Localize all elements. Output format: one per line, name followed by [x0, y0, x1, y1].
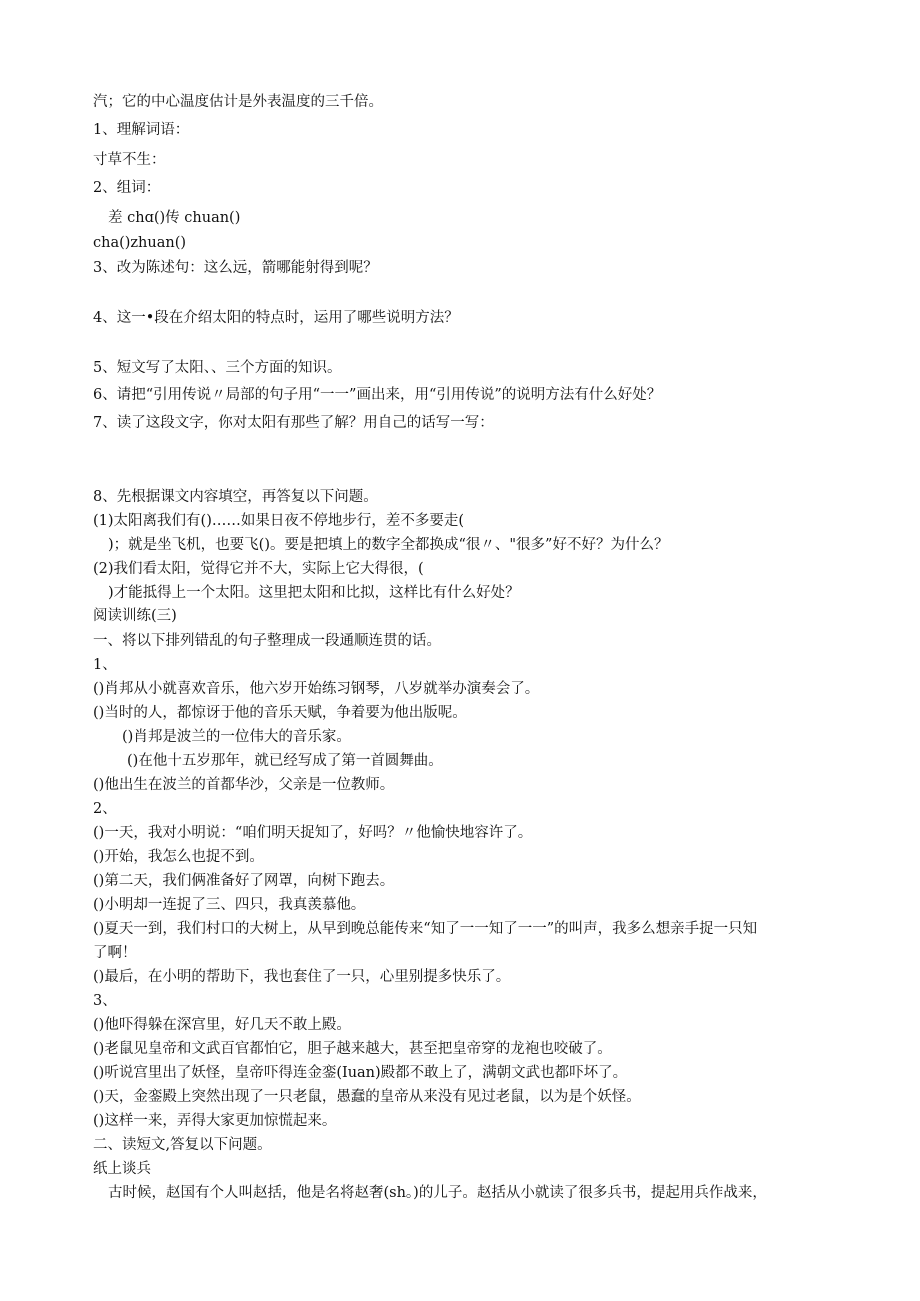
section-title: 阅读训练(三)	[93, 608, 177, 624]
question-4-heading: 4、这一•段在介绍太阳的特点时，运用了哪些说明方法？	[93, 310, 459, 326]
passage-title: 纸上谈兵	[93, 1161, 151, 1177]
text-line: ()天，金銮殿上突然出现了一只老鼠，愚蠢的皇帝从来没有见过老鼠，以为是个妖怪。	[93, 1089, 641, 1105]
question-6-heading: 6、请把“引用传说〃局部的句子用“一一”画出来，用“引用传说”的说明方法有什么好处？	[93, 387, 662, 403]
section-heading: 一、将以下排列错乱的句子整理成一段通顺连贯的话。	[93, 633, 441, 649]
section-heading: 二、读短文,答复以下问题。	[93, 1137, 272, 1153]
text-line: ()他吓得躲在深宫里，好几天不敢上殿。	[93, 1017, 351, 1033]
text-line: ()开始，我怎么也捉不到。	[93, 849, 264, 865]
item-number: 2、	[93, 801, 117, 817]
text-line: ()他出生在波兰的首都华沙，父亲是一位教师。	[93, 777, 395, 793]
question-3-heading: 3、改为陈述句：这么远，箭哪能射得到呢？	[93, 260, 378, 276]
text-line: ()第二天，我们俩准备好了网罩，向树下跑去。	[93, 873, 395, 889]
text-line: 寸草不生：	[93, 152, 166, 168]
text-line: 了啊！	[93, 945, 137, 961]
text-line: cha()zhuan()	[93, 235, 187, 251]
text-line: ()肖邦从小就喜欢音乐，他六岁开始练习钢琴，八岁就举办演奏会了。	[93, 681, 540, 697]
text-line: ()小明却一连捉了三、四只，我真羡慕他。	[93, 897, 366, 913]
question-5-heading: 5、短文写了太阳、、三个方面的知识。	[93, 360, 342, 376]
text-line: ()听说宫里出了妖怪，皇帝吓得连金銮(Iuan)殿都不敢上了，满朝文武也都吓坏了。	[93, 1065, 628, 1081]
text-line: 差 chɑ()传 chuan()	[108, 210, 241, 226]
text-line: (2)我们看太阳，觉得它并不大，实际上它大得很，(	[93, 561, 424, 577]
text-line: ()肖邦是波兰的一位伟大的音乐家。	[122, 729, 351, 745]
text-line: ()当时的人，都惊讶于他的音乐天赋，争着要为他出版呢。	[93, 705, 467, 721]
text-line: ()最后，在小明的帮助下，我也套住了一只，心里别提多快乐了。	[93, 969, 511, 985]
question-7-heading: 7、读了这段文字，你对太阳有那些了解？用自己的话写一写：	[93, 415, 494, 431]
question-8-heading: 8、先根据课文内容填空，再答复以下问题。	[93, 489, 378, 505]
text-line: ()这样一来，弄得大家更加惊慌起来。	[93, 1113, 337, 1129]
text-line: ()在他十五岁那年，就已经写成了第一首圆舞曲。	[127, 753, 443, 769]
passage-text: 古时候，赵国有个人叫赵括，他是名将赵奢(sh。)的儿子。赵括从小就读了很多兵书，提起用兵作战来，	[108, 1185, 767, 1201]
text-line: (1)太阳离我们有()……如果日夜不停地步行，差不多要走(	[93, 513, 465, 529]
text-line: )才能抵得上一个太阳。这里把太阳和比拟，这样比有什么好处？	[108, 585, 520, 601]
text-line: ()一天，我对小明说：“咱们明天捉知了，好吗？〃他愉快地容许了。	[93, 825, 533, 841]
item-number: 1、	[93, 657, 117, 673]
text-line: ()夏天一到，我们村口的大树上，从早到晚总能传来“知了一一知了一一”的叫声，我多么想亲手捉一只知	[93, 921, 758, 937]
question-1-heading: 1、理解词语：	[93, 122, 190, 138]
question-2-heading: 2、组词：	[93, 180, 161, 196]
text-line: ()老鼠见皇帝和文武百官都怕它，胆子越来越大，甚至把皇帝穿的龙袍也咬破了。	[93, 1041, 612, 1057]
text-line: 汽；它的中心温度估计是外表温度的三千倍。	[93, 94, 383, 110]
text-line: )；就是坐飞机，也要飞()。要是把填上的数字全都换成“很〃、"很多”好不好？为什么？	[108, 537, 669, 553]
item-number: 3、	[93, 993, 117, 1009]
